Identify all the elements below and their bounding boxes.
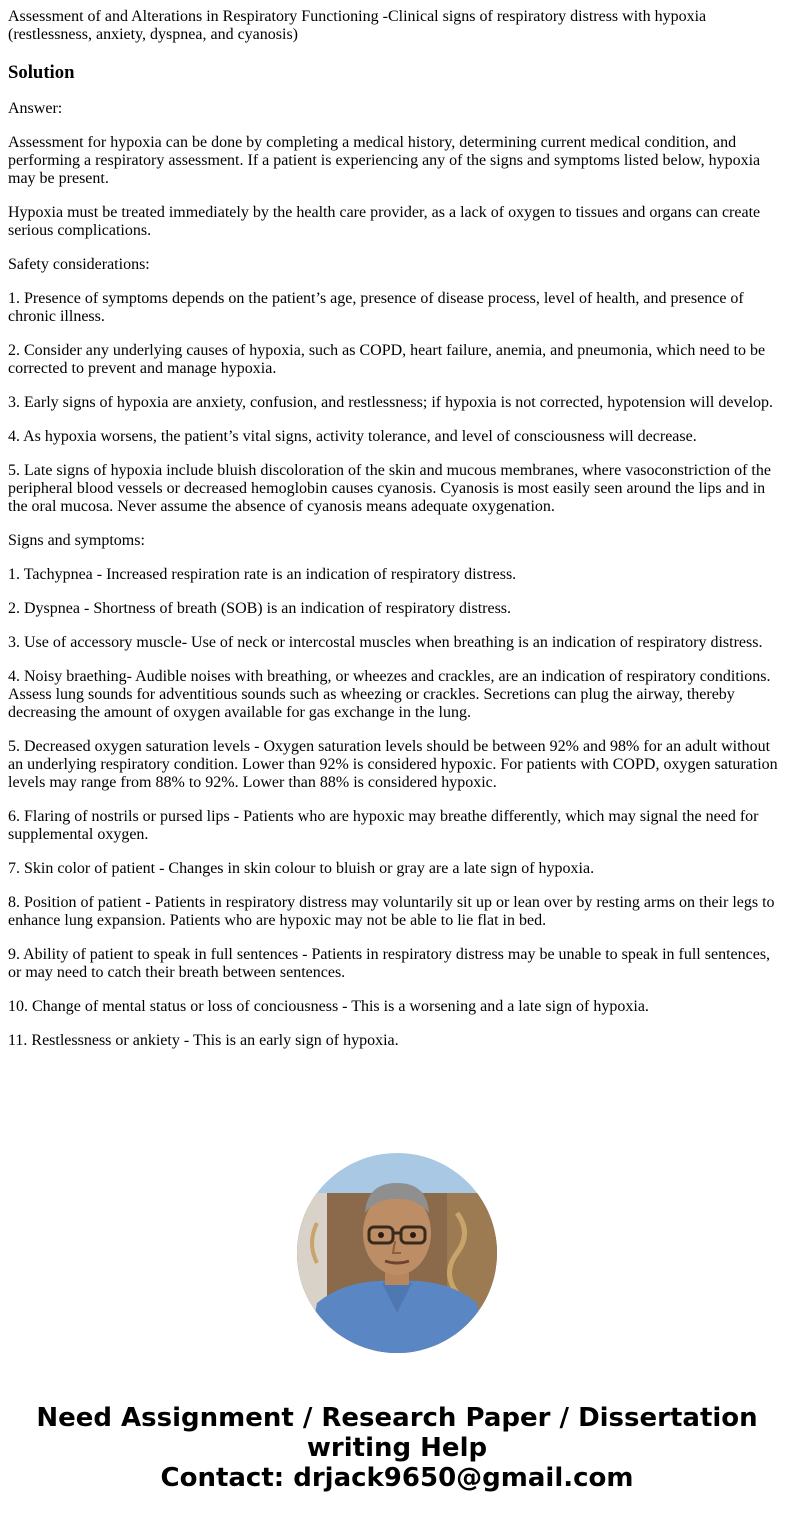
answer-paragraph: 2. Consider any underlying causes of hypoxia, such as COPD, heart failure, anemia, and pneumonia, which need to be corrected to prevent and manage hypoxia. [8,342,766,377]
document-body [8,8,786,1050]
answer-paragraph: 7. Skin color of patient - Changes in skin colour to bluish or gray are a late sign of hypoxia. [8,860,595,877]
answer-paragraph: 5. Decreased oxygen saturation levels - Oxygen saturation levels should be between 92% and 98% for an adult without an underlying respiratory condition. Lower than 92% is considered hypoxic. For patients with COPD, oxygen saturation levels may range from 88% to 92%. Lower than 88% is considered hypoxic. [8,738,778,791]
solution-heading: Solution [8,62,75,83]
answer-paragraph: 2. Dyspnea - Shortness of breath (SOB) is an indication of respiratory distress. [8,600,512,617]
answer-paragraph: 10. Change of mental status or loss of conciousness - This is a worsening and a late sign of hypoxia. [8,998,649,1015]
portrait-image [297,1153,497,1353]
contact-banner [0,1403,794,1493]
answer-paragraph: 5. Late signs of hypoxia include bluish discoloration of the skin and mucous membranes, where vasoconstriction of the peripheral blood vessels or decreased hemoglobin causes cyanosis. Cyanosis is most easily seen around the lips and in the oral mucosa. Never assume the absence of cyanosis means adequate oxygenation. [8,462,771,515]
question-text: Assessment of and Alterations in Respiratory Functioning -Clinical signs of respiratory distress with hypoxia (restlessness, anxiety, dyspnea, and cyanosis) [8,8,707,43]
answer-paragraph: 3. Use of accessory muscle- Use of neck or intercostal muscles when breathing is an indication of respiratory distress. [8,634,763,651]
banner-line-1: Need Assignment / Research Paper / Dissertation [36,1403,758,1433]
banner-line-2: writing Help [306,1433,488,1463]
answer-paragraphs [8,100,786,1050]
answer-paragraph: Hypoxia must be treated immediately by the health care provider, as a lack of oxygen to tissues and organs can create serious complications. [8,204,761,239]
answer-paragraph: 11. Restlessness or ankiety - This is an early sign of hypoxia. [8,1032,399,1049]
answer-paragraph: 9. Ability of patient to speak in full sentences - Patients in respiratory distress may be unable to speak in full sentences, or may need to catch their breath between sentences. [8,946,771,981]
answer-paragraph: Answer: [8,100,63,117]
answer-paragraph: 3. Early signs of hypoxia are anxiety, confusion, and restlessness; if hypoxia is not corrected, hypotension will develop. [8,394,774,411]
answer-paragraph: 8. Position of patient - Patients in respiratory distress may voluntarily sit up or lean over by resting arms on their legs to enhance lung expansion. Patients who are hypoxic may not be able to lie flat in bed. [8,894,775,929]
banner-contact-line: Contact: drjack9650@gmail.com [160,1463,634,1493]
answer-paragraph: 6. Flaring of nostrils or pursed lips - Patients who are hypoxic may breathe differently, which may signal the need for supplemental oxygen. [8,808,759,843]
answer-paragraph: Signs and symptoms: [8,532,145,549]
answer-paragraph: 1. Tachypnea - Increased respiration rate is an indication of respiratory distress. [8,566,517,583]
answer-paragraph: 4. As hypoxia worsens, the patient’s vital signs, activity tolerance, and level of consciousness will decrease. [8,428,697,445]
answer-paragraph: 1. Presence of symptoms depends on the patient’s age, presence of disease process, level of health, and presence of chronic illness. [8,290,744,325]
answer-paragraph: Safety considerations: [8,256,150,273]
answer-paragraph: Assessment for hypoxia can be done by completing a medical history, determining current medical condition, and performing a respiratory assessment. If a patient is experiencing any of the signs and symptoms listed below, hypoxia may be present. [8,134,761,187]
author-photo [297,1153,497,1353]
answer-paragraph: 4. Noisy braething- Audible noises with breathing, or wheezes and crackles, are an indication of respiratory conditions. Assess lung sounds for adventitious sounds such as wheezing or crackles. Secretions can plug the airway, thereby decreasing the amount of oxygen available for gas exchange in the lung. [8,668,771,721]
